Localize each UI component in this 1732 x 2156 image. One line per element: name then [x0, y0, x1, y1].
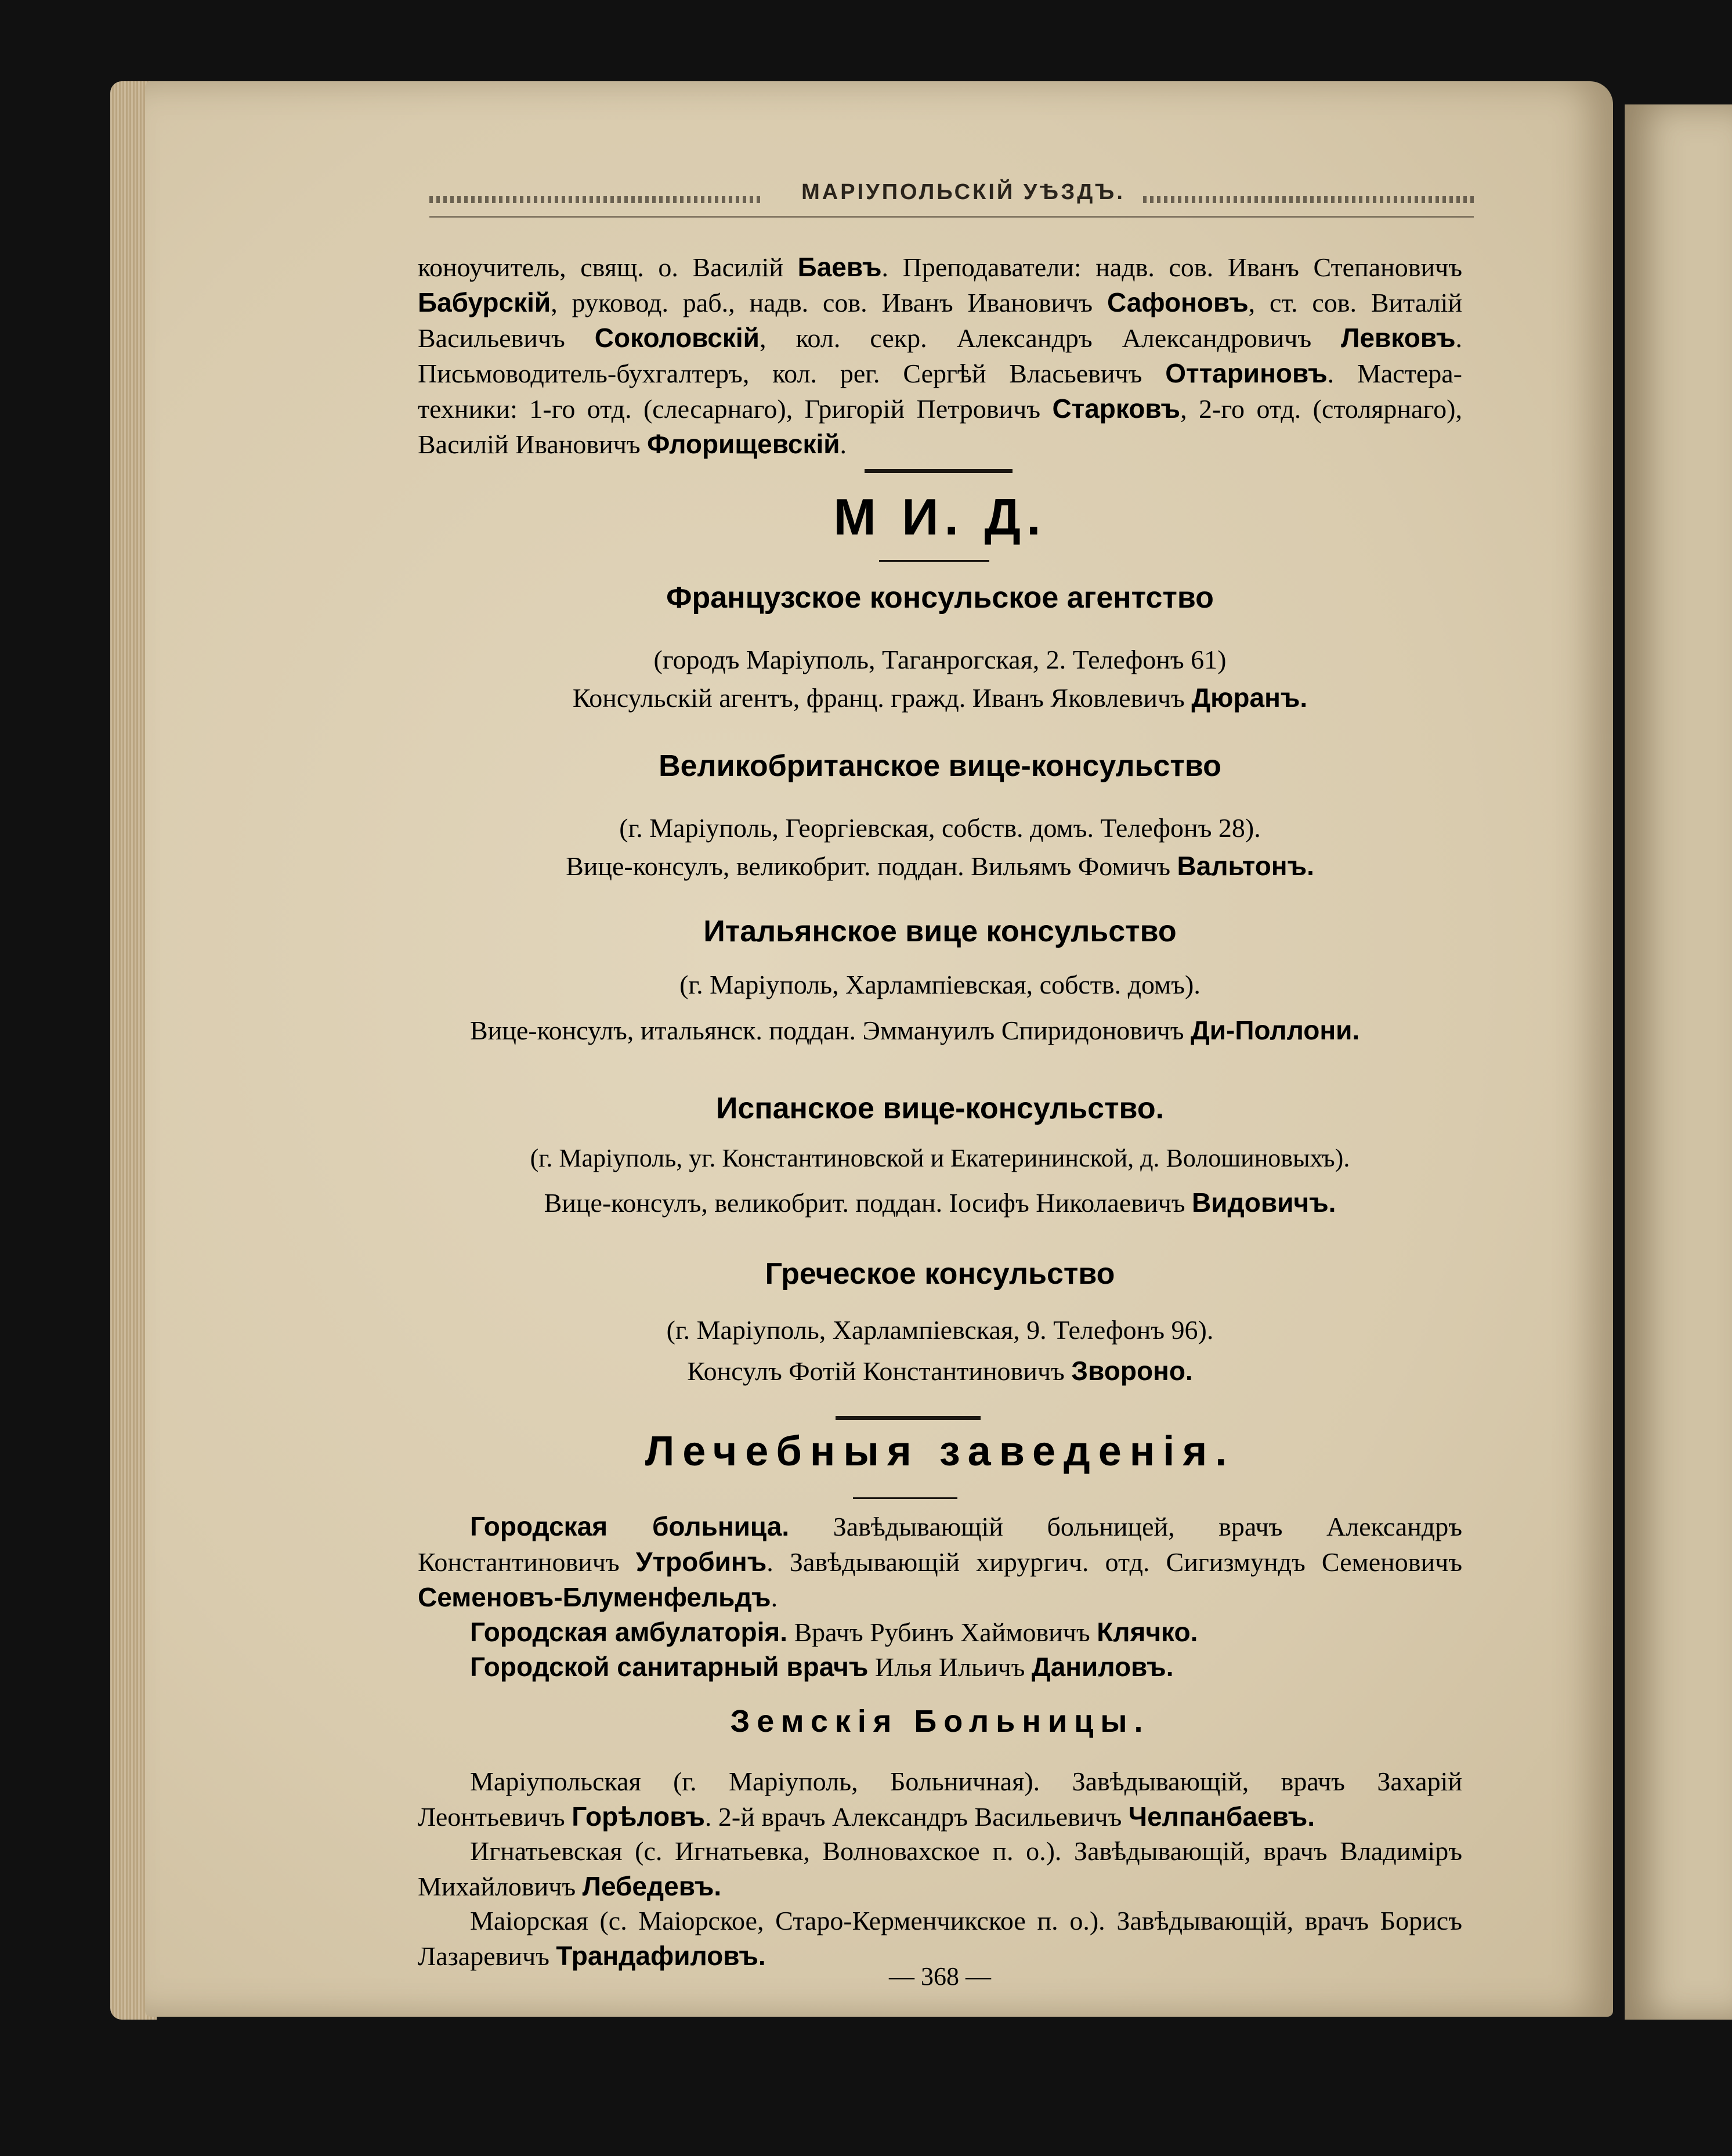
running-head: [429, 174, 1474, 215]
section-rule: [879, 560, 989, 562]
consulate-official: [418, 1013, 1462, 1048]
consulate-official: [418, 1355, 1462, 1386]
doctor-name: Даниловъ.: [1031, 1652, 1174, 1682]
running-head-title: МАРІУПОЛЬСКІЙ УѢЗДЪ.: [801, 180, 1125, 204]
institution-text: Врачъ Рубинъ Хаймовичъ: [787, 1617, 1097, 1647]
doctor-name: Лебедевъ.: [582, 1871, 722, 1901]
city-hospital-paragraph: [418, 1509, 1462, 1615]
consulate-official: [418, 1187, 1462, 1218]
doctor-name: Семеновъ-Блуменфельдъ: [418, 1582, 771, 1612]
city-ambulatory-line: [418, 1616, 1514, 1648]
section-title-zemstvo: Земскія Больницы.: [730, 1704, 1150, 1739]
consulate-address: (г. Маріуполь, Харлампіевская, 9. Телефонъ 96).: [666, 1315, 1214, 1345]
consulate-address: (городъ Маріуполь, Таганрогская, 2. Телефонъ 61): [653, 645, 1227, 674]
zemstvo-paragraph: [418, 1764, 1462, 1834]
official-text: Консульскій агентъ, франц. гражд. Иванъ Яковлевичъ: [572, 683, 1192, 713]
wavy-rule-left: [429, 196, 760, 203]
official-name: Ди-Поллони.: [1191, 1015, 1360, 1045]
intro-name: Баевъ: [797, 252, 882, 282]
doctor-name: Клячко.: [1097, 1617, 1198, 1647]
page-number: — 368 —: [889, 1962, 991, 1991]
doctor-name: Горѣловъ: [572, 1801, 705, 1832]
doctor-name: Утробинъ: [635, 1547, 767, 1577]
intro-name: Старковъ: [1052, 393, 1181, 424]
intro-name: Соколовскій: [594, 323, 760, 353]
official-name: Видовичъ.: [1192, 1187, 1336, 1218]
intro-name: Флорищевскій: [647, 429, 840, 459]
official-name: Звороно.: [1071, 1356, 1193, 1386]
zemstvo-paragraph: [418, 1834, 1462, 1904]
institution-name: Городская больница.: [470, 1511, 790, 1541]
section-title-mid: М И. Д.: [833, 488, 1047, 546]
consulate-name: Испанское вице-консульство.: [715, 1092, 1165, 1125]
hospital-text: Игнатьевская (с. Игнатьевка, Волновахское п. о.). Завѣдывающій, врачъ Владиміръ Михайловичъ: [418, 1836, 1462, 1901]
hospital-text: Маріупольская (г. Маріуполь, Больничная). Завѣдывающій, врачъ Захарій Леонтьевичъ: [418, 1767, 1462, 1832]
intro-text: , ст. сов. Виталій Васильевичъ: [418, 288, 1462, 353]
institution-name: Городская амбулаторія.: [470, 1617, 787, 1647]
consulate-address: (г. Маріуполь, Георгіевская, собств. домъ. Телефонъ 28).: [619, 813, 1261, 843]
city-sanitary-line: [418, 1651, 1514, 1682]
official-text: Вице-консулъ, великобрит. поддан. Вильямъ Фомичъ: [566, 851, 1177, 881]
hospital-text: . 2-й врачъ Александръ Васильевичъ: [704, 1802, 1129, 1832]
consulate-official: [418, 682, 1462, 713]
consulate-name: Великобританское вице-консульство: [659, 749, 1221, 783]
official-name: Вальтонъ.: [1177, 851, 1314, 881]
official-text: Консулъ Фотій Константиновичъ: [687, 1356, 1072, 1386]
institution-text: .: [771, 1583, 778, 1612]
consulate-name: Греческое консульство: [765, 1257, 1115, 1291]
intro-name: Сафоновъ: [1107, 287, 1249, 317]
consulate-name: Итальянское вице консульство: [703, 915, 1177, 948]
official-text: Вице-консулъ, итальянск. поддан. Эммануилъ Спиридоновичъ: [470, 1016, 1191, 1045]
doctor-name: Челпанбаевъ.: [1128, 1801, 1315, 1832]
intro-name: Оттариновъ: [1165, 358, 1328, 388]
wavy-rule-right: [1143, 196, 1474, 203]
intro-text: .: [840, 429, 847, 459]
intro-name: Левковъ: [1341, 323, 1456, 353]
official-text: Вице-консулъ, великобрит. поддан. Іосифъ Николаевичъ: [544, 1188, 1192, 1218]
intro-text: , руковод. раб., надв. сов. Иванъ Ивановичъ: [551, 288, 1107, 317]
institution-text: Завѣдывающій больницей, врачъ Александръ Константиновичъ: [418, 1512, 1462, 1577]
intro-text: коноучитель, свящ. о. Василій: [418, 252, 798, 282]
intro-text: . Письмоводитель-бухгалтеръ, кол. рег. Сергѣй Власьевичъ: [418, 323, 1462, 388]
doctor-name: Трандафиловъ.: [556, 1941, 766, 1971]
section-rule: [853, 1497, 957, 1499]
intro-text: . Преподаватели: надв. сов. Иванъ Степановичъ: [881, 252, 1462, 282]
institution-name: Городской санитарный врачъ: [470, 1652, 869, 1682]
intro-paragraph: [418, 250, 1462, 462]
consulate-address: (г. Маріуполь, Харлампіевская, собств. домъ).: [679, 970, 1201, 999]
intro-name: Бабурскій: [418, 287, 551, 317]
hospital-text: Маіорская (с. Маіорское, Старо-Керменчикское п. о.). Завѣдывающій, врачъ Борисъ Лазаревичъ: [418, 1906, 1462, 1971]
running-head-rule: [429, 216, 1474, 218]
institution-text: . Завѣдывающій хирургич. отд. Сигизмундъ Семеновичъ: [766, 1547, 1462, 1577]
consulate-official: [418, 850, 1462, 882]
section-title-medical: Лечебныя заведенія.: [645, 1428, 1235, 1475]
section-rule: [836, 1416, 981, 1420]
consulate-address: (г. Маріуполь, уг. Константиновской и Екатерининской, д. Волошиновыхъ).: [530, 1144, 1350, 1172]
facing-page-edge: [1625, 104, 1732, 2020]
intro-text: , 2-го отд. (столярнаго), Василій Ивановичъ: [418, 394, 1462, 459]
section-rule: [865, 469, 1013, 473]
official-name: Дюранъ.: [1191, 682, 1308, 713]
intro-text: . Мастера-техники: 1-го отд. (слесарнаго), Григорій Петровичъ: [418, 359, 1462, 424]
intro-text: , кол. секр. Александръ Александровичъ: [759, 323, 1342, 353]
institution-text: Илья Ильичъ: [868, 1652, 1032, 1682]
consulate-name: Французское консульское агентство: [666, 581, 1214, 615]
